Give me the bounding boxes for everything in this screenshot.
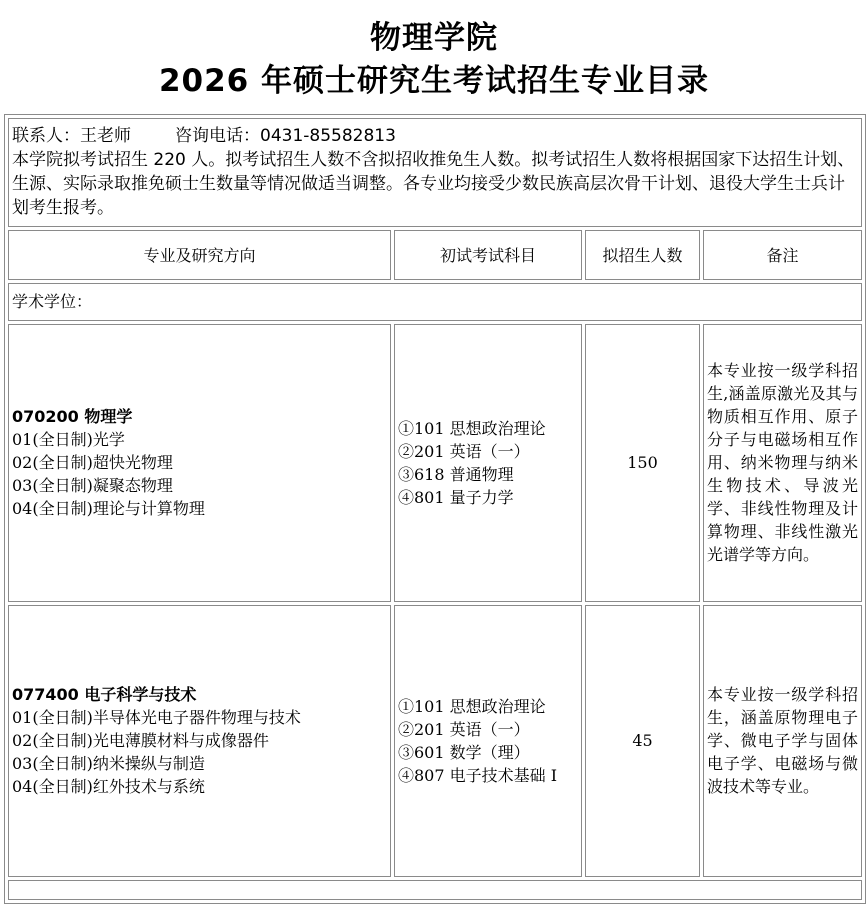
contact-line	[12, 124, 858, 148]
info-cell	[8, 118, 862, 227]
table-row-cut	[8, 880, 862, 900]
column-header-major: 专业及研究方向	[8, 230, 391, 280]
table-row	[8, 324, 862, 602]
catalog-table	[4, 114, 866, 904]
table-row	[8, 605, 862, 877]
truncated-row	[8, 880, 862, 900]
exam-subject: ②201 英语（一）	[398, 719, 530, 739]
exam-subject: ③601 数学（理）	[398, 742, 530, 762]
enrollment-count: 150	[585, 324, 700, 602]
section-row	[8, 283, 862, 320]
major-code-name: 070200 物理学	[12, 407, 133, 427]
contact-phone: 咨询电话：0431-85582813	[175, 126, 396, 147]
exam-subject: ④807 电子技术基础 I	[398, 765, 558, 785]
major-code-name: 077400 电子科学与技术	[12, 685, 197, 705]
exam-subject: ②201 英语（一）	[398, 441, 530, 461]
section-label: 学术学位：	[8, 283, 862, 320]
major-note: 本专业按一级学科招生，涵盖原物理电子学、微电子学与固体电子学、电磁场与微波技术等专业。	[703, 605, 862, 877]
subjects-cell	[394, 605, 582, 877]
major-cell	[8, 324, 391, 602]
major-cell	[8, 605, 391, 877]
major-note: 本专业按一级学科招生,涵盖原激光及其与物质相互作用、原子分子与电磁场相互作用、纳米物理与纳米生物技术、导波光学、非线性物理及计算物理、非线性激光光谱学等方向。	[703, 324, 862, 602]
research-direction: 04(全日制)红外技术与系统	[12, 777, 205, 797]
exam-subject: ③618 普通物理	[398, 464, 514, 484]
research-direction: 04(全日制)理论与计算物理	[12, 499, 205, 519]
table-header-row	[8, 230, 862, 280]
school-title: 物理学院	[370, 20, 498, 56]
research-direction: 01(全日制)半导体光电子器件物理与技术	[12, 708, 301, 728]
column-header-subjects: 初试考试科目	[394, 230, 582, 280]
column-header-count: 拟招生人数	[585, 230, 700, 280]
exam-subject: ①101 思想政治理论	[398, 696, 546, 716]
contact-person: 联系人：王老师	[12, 126, 131, 147]
subjects-cell	[394, 324, 582, 602]
catalog-title: 2026 年硕士研究生考试招生专业目录	[158, 63, 710, 99]
admission-description: 本学院拟考试招生 220 人。拟考试招生人数不含拟招收推免生人数。拟考试招生人数将根据国家下达招生计划、生源、实际录取推免硕士生数量等情况做适当调整。各专业均接受少数民族高层次骨干计划、退役大学生士兵计划考生报考。	[12, 150, 855, 219]
research-direction: 03(全日制)凝聚态物理	[12, 476, 173, 496]
research-direction: 02(全日制)超快光物理	[12, 453, 173, 473]
research-direction: 01(全日制)光学	[12, 430, 125, 450]
exam-subject: ①101 思想政治理论	[398, 418, 546, 438]
info-row	[8, 118, 862, 227]
column-header-notes: 备注	[703, 230, 862, 280]
exam-subject: ④801 量子力学	[398, 487, 514, 507]
research-direction: 02(全日制)光电薄膜材料与成像器件	[12, 731, 269, 751]
enrollment-count: 45	[585, 605, 700, 877]
research-direction: 03(全日制)纳米操纵与制造	[12, 754, 205, 774]
